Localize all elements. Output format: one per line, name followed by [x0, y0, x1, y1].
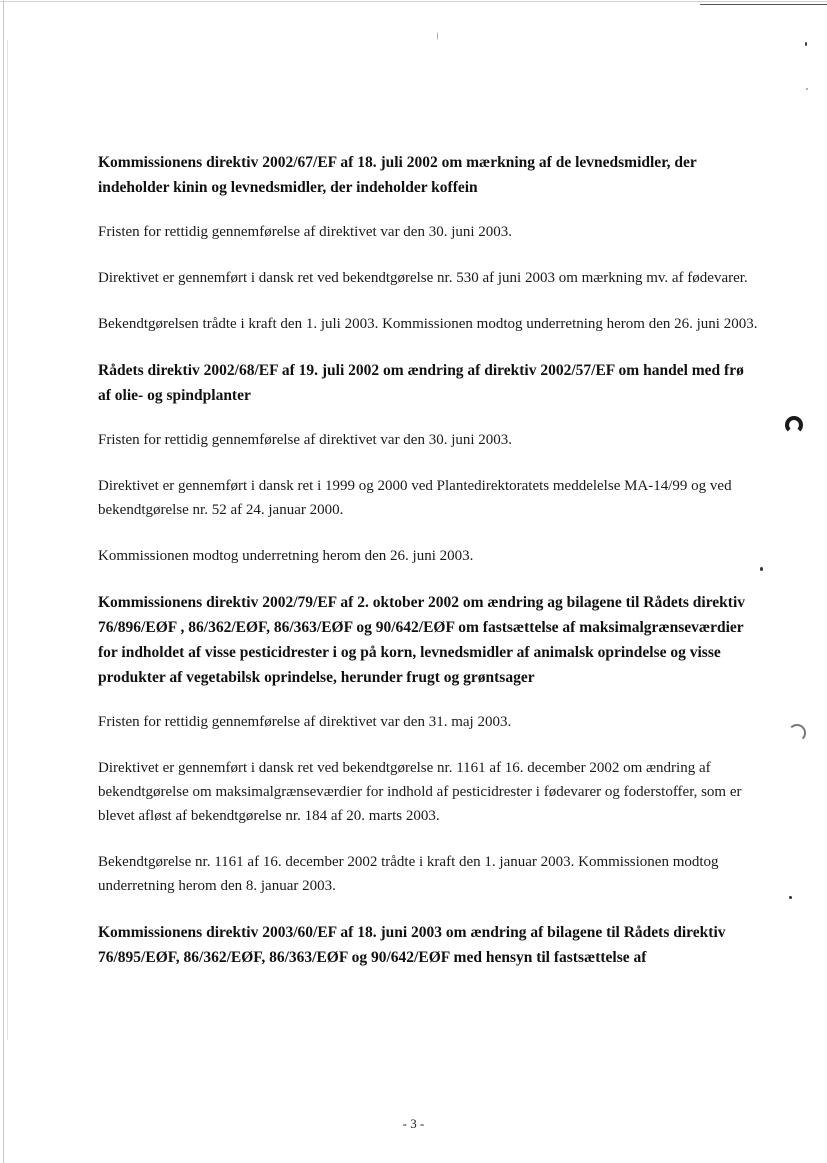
section-heading: Rådets direktiv 2002/68/EF af 19. juli 2002 om ændring af direktiv 2002/57/EF om handel med frø af olie- og spindplanter	[98, 362, 744, 404]
scan-edge-left-inner	[7, 40, 8, 1040]
scan-speck	[789, 896, 792, 899]
paragraph: Bekendtgørelsen trådte i kraft den 1. juli 2003. Kommissionen modtog underretning herom den 26. juni 2003.	[98, 316, 758, 332]
directive-section	[98, 920, 758, 970]
scan-edge-top	[0, 1, 827, 2]
paragraph: Fristen for rettidig gennemførelse af direktivet var den 30. juni 2003.	[98, 224, 513, 240]
paragraph: Kommissionen modtog underretning herom den 26. juni 2003.	[98, 548, 474, 564]
section-heading: Kommissionens direktiv 2002/79/EF af 2. oktober 2002 om ændring ag bilagene til Rådets direktiv 76/896/EØF , 86/362/EØF, 86/363/EØF og 90/642/EØF om fastsættelse af maksimalgrænseværdier for indholdet af visse pesticidrester i og på korn, levnedsmidler af animalsk oprindelse og visse produkter af vegetabilsk oprindelse, herunder frugt og grøntsager	[98, 594, 746, 686]
directive-section	[98, 590, 758, 898]
paragraph: Bekendtgørelse nr. 1161 af 16. december 2002 trådte i kraft den 1. januar 2003. Kommissionen modtog underretning herom den 8. januar 2003.	[98, 854, 719, 894]
paragraph: Direktivet er gennemført i dansk ret ved bekendtgørelse nr. 1161 af 16. december 2002 om ændring af bekendtgørelse om maksimalgrænseværdier for indhold af pesticidrester i fødevarer og foderstoffer, som er blevet afløst af bekendtgørelse nr. 184 af 20. marts 2003.	[98, 760, 742, 824]
scan-speck	[805, 42, 807, 46]
scan-speck	[437, 32, 438, 40]
section-heading: Kommissionens direktiv 2002/67/EF af 18. juli 2002 om mærkning af de levnedsmidler, der indeholder kinin og levnedsmidler, der indeholder koffein	[98, 154, 697, 196]
punch-hole-mark	[785, 416, 803, 434]
paragraph: Direktivet er gennemført i dansk ret ved bekendtgørelse nr. 530 af juni 2003 om mærkning mv. af fødevarer.	[98, 270, 748, 286]
paragraph: Direktivet er gennemført i dansk ret i 1999 og 2000 ved Plantedirektoratets meddelelse MA-14/99 og ved bekendtgørelse nr. 52 af 24. januar 2000.	[98, 478, 732, 518]
scan-edge-top-right	[700, 4, 827, 5]
scan-edge-left	[3, 0, 4, 1163]
directive-section	[98, 358, 758, 568]
page-number: - 3 -	[402, 1116, 425, 1131]
scan-speck	[806, 88, 808, 90]
directive-section	[98, 150, 758, 336]
paragraph: Fristen for rettidig gennemførelse af direktivet var den 30. juni 2003.	[98, 432, 513, 448]
punch-hole-mark	[788, 724, 806, 742]
document-body	[98, 150, 758, 990]
section-heading: Kommissionens direktiv 2003/60/EF af 18. juni 2003 om ændring af bilagene til Rådets direktiv 76/895/EØF, 86/362/EØF, 86/363/EØF og 90/642/EØF med hensyn til fastsættelse af	[98, 924, 726, 966]
scan-speck	[760, 567, 763, 571]
paragraph: Fristen for rettidig gennemførelse af direktivet var den 31. maj 2003.	[98, 714, 512, 730]
